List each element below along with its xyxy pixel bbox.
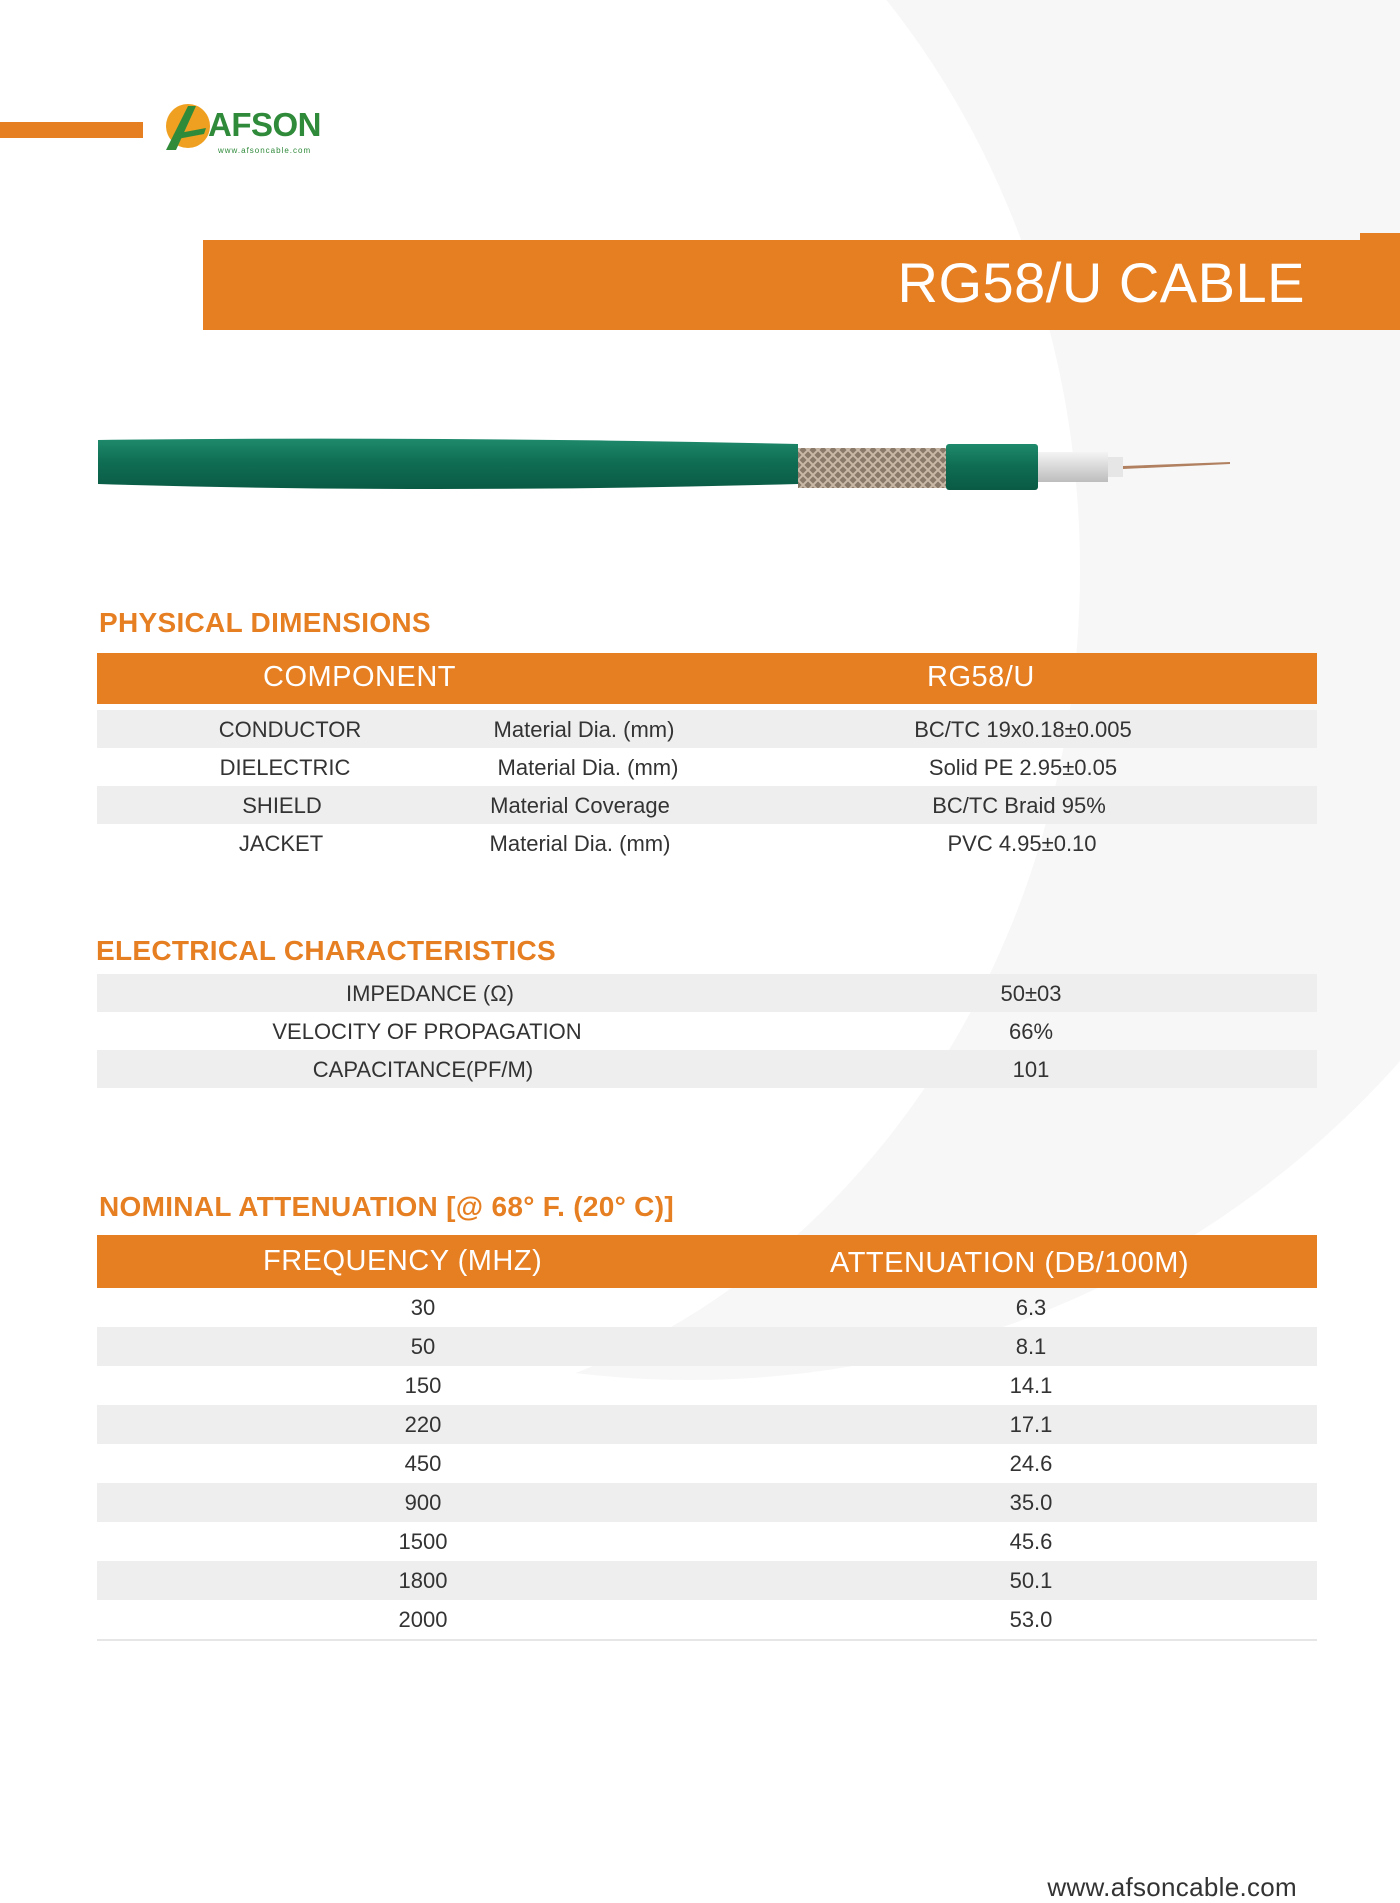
attenuation-table-header [97, 1235, 1317, 1288]
table-row [97, 974, 1317, 1012]
afson-logo-icon [162, 100, 214, 152]
table-row [97, 1012, 1317, 1050]
cell-component: CONDUCTOR [218, 717, 362, 742]
cell-value: 101 [1012, 1057, 1050, 1082]
table-row [97, 1288, 1317, 1327]
table-row [97, 824, 1317, 862]
cell-label: IMPEDANCE (Ω) [345, 981, 515, 1006]
title-bar [203, 240, 1400, 330]
cell-attenuation: 6.3 [1015, 1295, 1047, 1320]
cell-property: Material Coverage [490, 793, 670, 818]
table-row [97, 710, 1317, 748]
cell-component: DIELECTRIC [219, 755, 351, 780]
cell-frequency: 150 [404, 1373, 442, 1398]
electrical-characteristics-heading: ELECTRICAL CHARACTERISTICS [96, 935, 556, 966]
column-header-attenuation: ATTENUATION (DB/100M) [830, 1247, 1190, 1279]
column-header-frequency: FREQUENCY (MHZ) [263, 1245, 543, 1277]
cell-value: Solid PE 2.95±0.05 [928, 755, 1118, 780]
table-row [97, 748, 1317, 786]
cell-label: CAPACITANCE(PF/M) [312, 1057, 534, 1082]
cell-value: BC/TC 19x0.18±0.005 [914, 717, 1132, 742]
table-row [97, 1366, 1317, 1405]
cell-label: VELOCITY OF PROPAGATION [272, 1019, 582, 1044]
cell-frequency: 450 [404, 1451, 442, 1476]
cell-attenuation: 14.1 [1009, 1373, 1053, 1398]
cell-attenuation: 53.0 [1009, 1607, 1053, 1632]
cell-property: Material Dia. (mm) [489, 831, 671, 856]
cell-component: SHIELD [242, 793, 322, 818]
cell-attenuation: 35.0 [1009, 1490, 1053, 1515]
cell-frequency: 900 [404, 1490, 442, 1515]
page-title: RG58/U CABLE [897, 251, 1305, 314]
cell-attenuation: 24.6 [1009, 1451, 1053, 1476]
table-row [97, 1483, 1317, 1522]
table-row [97, 786, 1317, 824]
cell-property: Material Dia. (mm) [497, 755, 679, 780]
column-header-component: COMPONENT [263, 661, 456, 693]
cell-property: Material Dia. (mm) [493, 717, 675, 742]
table-row [97, 1522, 1317, 1561]
brand-url-small: www.afsoncable.com [218, 146, 312, 155]
nominal-attenuation-heading: NOMINAL ATTENUATION [@ 68° F. (20° C)] [99, 1191, 674, 1222]
cell-attenuation: 45.6 [1009, 1529, 1053, 1554]
footer-website-link[interactable]: www.afsoncable.com [1047, 1872, 1297, 1902]
nominal-attenuation-table [97, 1235, 1317, 1641]
brand-name: AFSON [208, 106, 321, 143]
cell-frequency: 30 [410, 1295, 436, 1320]
physical-table-header [97, 653, 1317, 704]
table-row [97, 1050, 1317, 1088]
cell-attenuation: 50.1 [1009, 1568, 1053, 1593]
physical-dimensions-table [97, 653, 1317, 862]
header-accent-line [0, 122, 143, 138]
cell-frequency: 50 [410, 1334, 436, 1359]
physical-dimensions-heading: PHYSICAL DIMENSIONS [99, 607, 431, 638]
brand-logo [162, 100, 334, 162]
cell-value: 66% [1008, 1019, 1054, 1044]
electrical-characteristics-table [97, 974, 1317, 1088]
table-row [97, 1600, 1317, 1641]
cell-value: PVC 4.95±0.10 [947, 831, 1097, 856]
coaxial-cable-icon [98, 420, 1238, 540]
cell-frequency: 2000 [398, 1607, 448, 1632]
table-row [97, 1561, 1317, 1600]
cell-frequency: 1800 [398, 1568, 448, 1593]
cell-value: 50±03 [1000, 981, 1062, 1006]
table-row [97, 1327, 1317, 1366]
cell-component: JACKET [238, 831, 324, 856]
table-row [97, 1444, 1317, 1483]
cell-frequency: 220 [404, 1412, 442, 1437]
cell-frequency: 1500 [398, 1529, 448, 1554]
cell-attenuation: 17.1 [1009, 1412, 1053, 1437]
column-header-rg58u: RG58/U [927, 661, 1035, 693]
cell-value: BC/TC Braid 95% [932, 793, 1106, 818]
table-row [97, 1405, 1317, 1444]
cell-attenuation: 8.1 [1015, 1334, 1047, 1359]
